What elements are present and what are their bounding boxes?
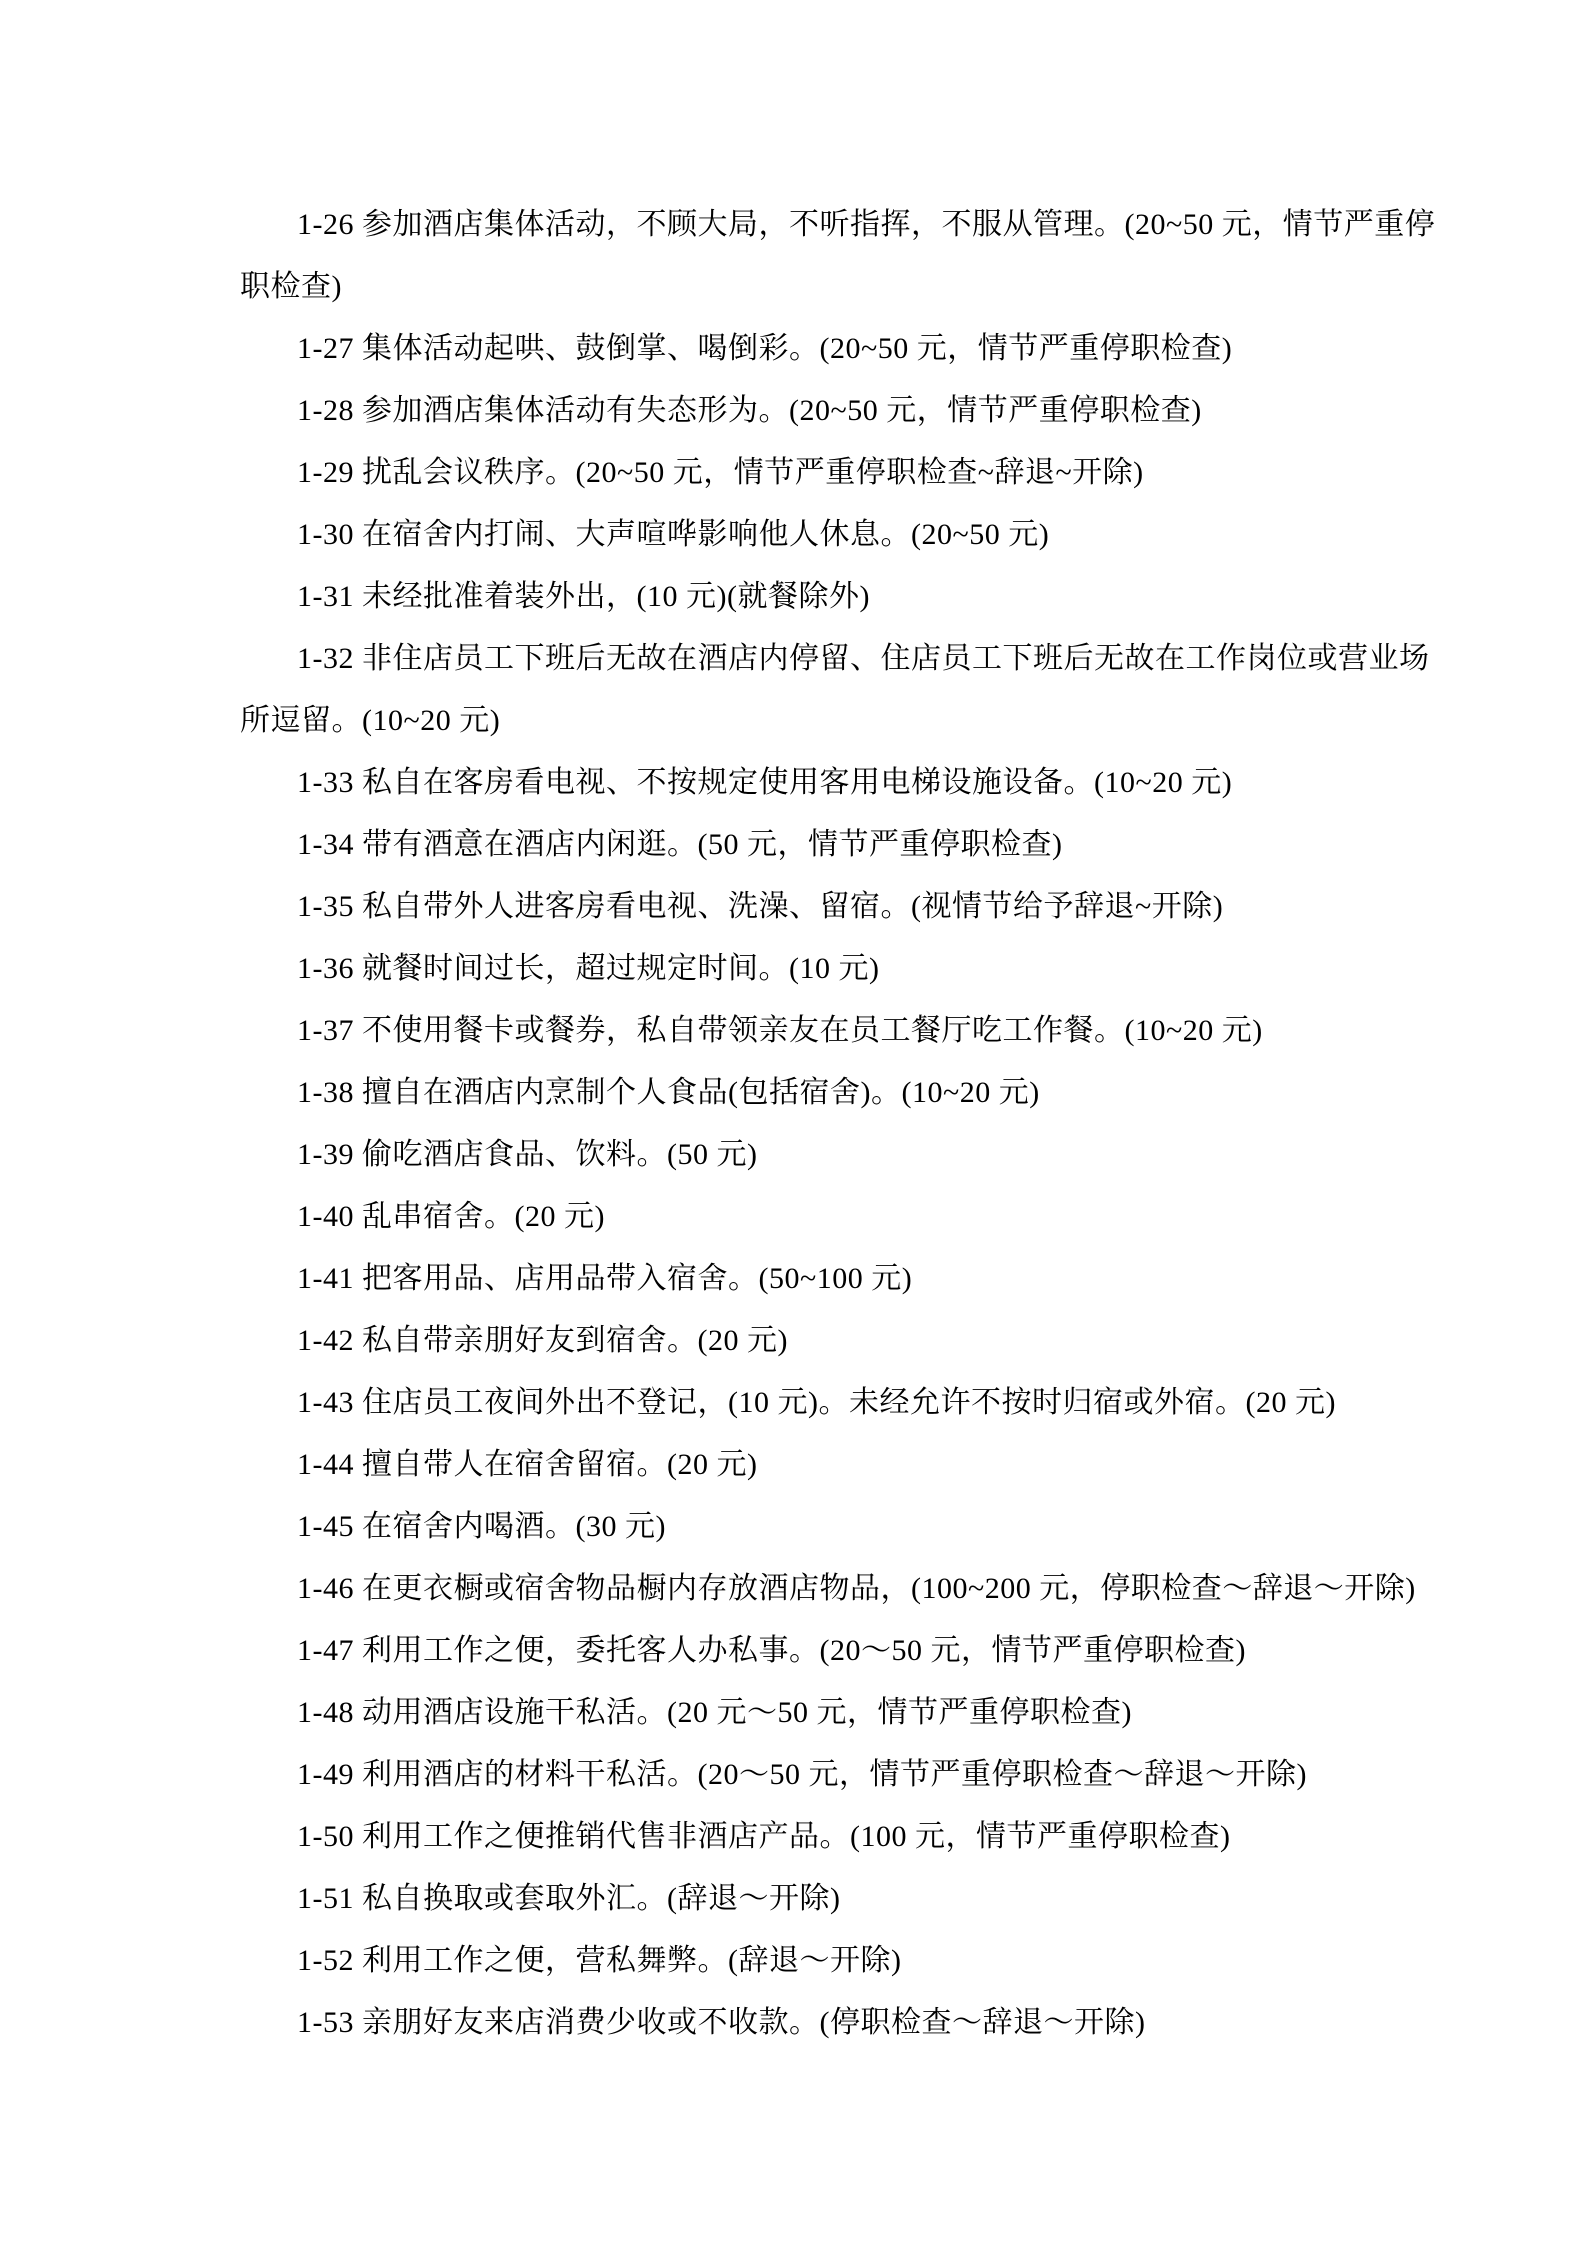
document-line: 职检查) [240, 270, 342, 303]
document-line: 1-33 私自在客房看电视、不按规定使用客用电梯设施设备。(10~20 元) [297, 766, 1233, 799]
document-line: 1-42 私自带亲朋好友到宿舍。(20 元) [297, 1324, 788, 1357]
document-line: 1-43 住店员工夜间外出不登记，(10 元)。未经允许不按时归宿或外宿。(20 元) [297, 1386, 1336, 1419]
document-line: 1-38 擅自在酒店内烹制个人食品(包括宿舍)。(10~20 元) [297, 1076, 1040, 1109]
document-line: 1-47 利用工作之便，委托客人办私事。(20～50 元，情节严重停职检查) [297, 1634, 1246, 1667]
document-body [240, 194, 1436, 2054]
document-line: 1-45 在宿舍内喝酒。(30 元) [297, 1510, 666, 1543]
document-line: 1-50 利用工作之便推销代售非酒店产品。(100 元，情节严重停职检查) [297, 1820, 1231, 1853]
document-line: 1-27 集体活动起哄、鼓倒掌、喝倒彩。(20~50 元，情节严重停职检查) [297, 332, 1233, 365]
document-line: 1-39 偷吃酒店食品、饮料。(50 元) [297, 1138, 758, 1171]
document-line: 1-46 在更衣橱或宿舍物品橱内存放酒店物品，(100~200 元，停职检查～辞退～开除) [297, 1572, 1416, 1605]
document-line: 1-40 乱串宿舍。(20 元) [297, 1200, 605, 1233]
document-line: 1-36 就餐时间过长，超过规定时间。(10 元) [297, 952, 880, 985]
document-line: 1-31 未经批准着装外出，(10 元)(就餐除外) [297, 580, 870, 613]
document-line: 1-41 把客用品、店用品带入宿舍。(50~100 元) [297, 1262, 913, 1295]
document-line: 1-28 参加酒店集体活动有失态形为。(20~50 元，情节严重停职检查) [297, 394, 1202, 427]
document-line: 1-30 在宿舍内打闹、大声喧哗影响他人休息。(20~50 元) [297, 518, 1050, 551]
document-line: 1-29 扰乱会议秩序。(20~50 元，情节严重停职检查~辞退~开除) [297, 456, 1144, 489]
document-line: 1-49 利用酒店的材料干私活。(20～50 元，情节严重停职检查～辞退～开除) [297, 1758, 1307, 1791]
document-line: 1-52 利用工作之便，营私舞弊。(辞退～开除) [297, 1944, 902, 1977]
document-line: 1-44 擅自带人在宿舍留宿。(20 元) [297, 1448, 758, 1481]
document-line: 1-53 亲朋好友来店消费少收或不收款。(停职检查～辞退～开除) [297, 2006, 1146, 2039]
document-line: 1-34 带有酒意在酒店内闲逛。(50 元，情节严重停职检查) [297, 828, 1063, 861]
document-line: 所逗留。(10~20 元) [240, 704, 501, 737]
document-line: 1-35 私自带外人进客房看电视、洗澡、留宿。(视情节给予辞退~开除) [297, 890, 1224, 923]
document-line: 1-26 参加酒店集体活动，不顾大局，不听指挥，不服从管理。(20~50 元，情节严重停 [297, 208, 1436, 241]
document-line: 1-32 非住店员工下班后无故在酒店内停留、住店员工下班后无故在工作岗位或营业场 [297, 642, 1430, 675]
document-line: 1-48 动用酒店设施干私活。(20 元～50 元，情节严重停职检查) [297, 1696, 1132, 1729]
document-line: 1-51 私自换取或套取外汇。(辞退～开除) [297, 1882, 841, 1915]
document-line: 1-37 不使用餐卡或餐券，私自带领亲友在员工餐厅吃工作餐。(10~20 元) [297, 1014, 1263, 1047]
